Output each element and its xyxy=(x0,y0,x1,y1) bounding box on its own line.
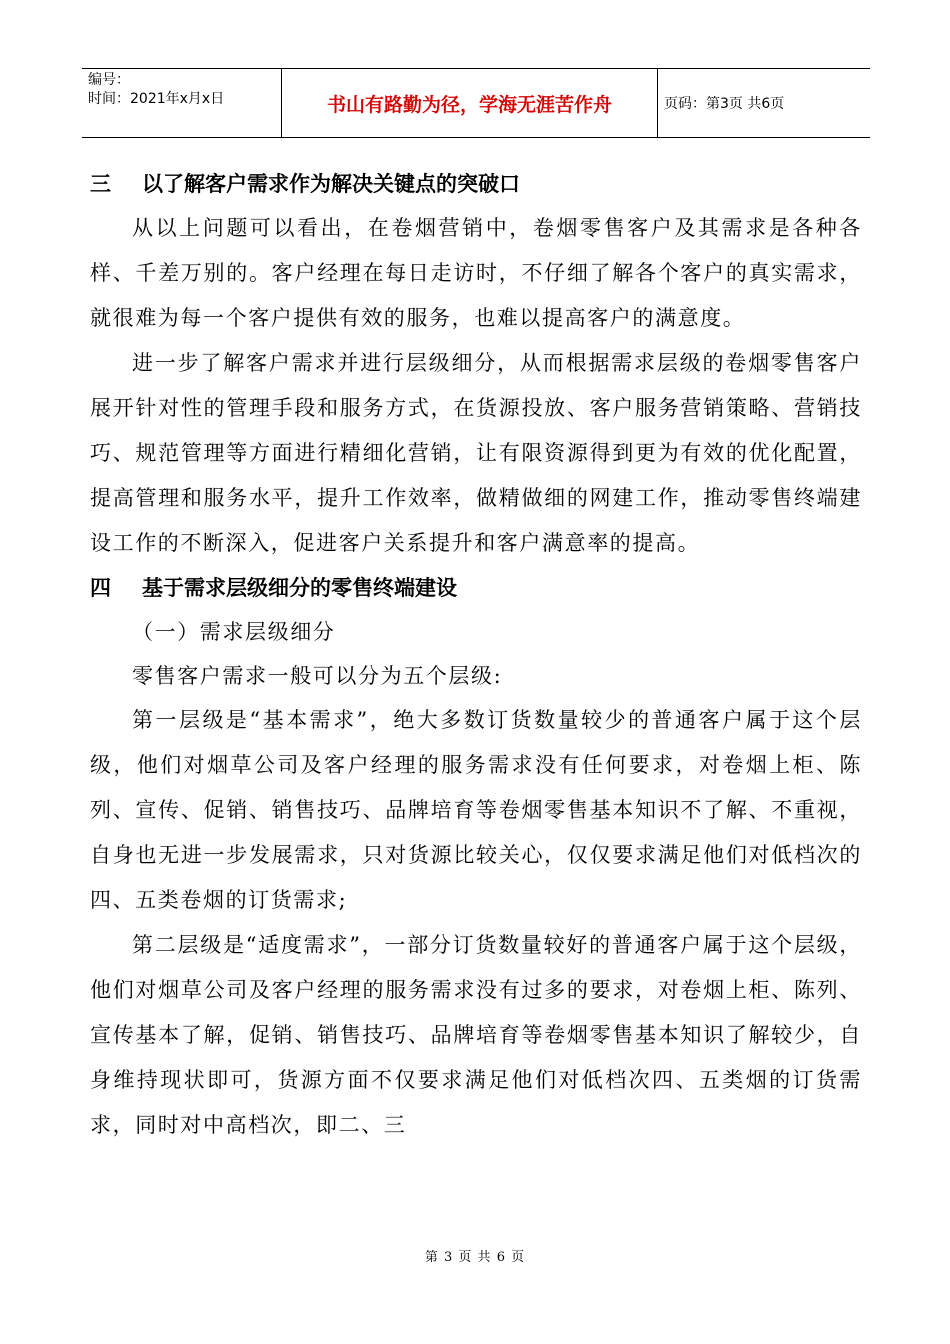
section-number: 四 xyxy=(90,576,111,600)
section-number: 三 xyxy=(90,172,111,196)
header-page-label: 页码：第3页 共6页 xyxy=(664,96,785,112)
header-meta-cell xyxy=(82,69,282,137)
page-header xyxy=(82,68,870,138)
paragraph: 第二层级是“适度需求”，一部分订货数量较好的普通客户属于这个层级，他们对烟草公司及客户经理的服务需求没有过多的要求，对卷烟上柜、陈列、宣传基本了解，促销、销售技巧、品牌培育等卷烟零售基本知识了解较少，自身维持现状即可，货源方面不仅要求满足他们对低档次四、五类烟的订货需求，同时对中高档次，即二、三 xyxy=(90,933,862,1137)
paragraph: 从以上问题可以看出，在卷烟营销中，卷烟零售客户及其需求是各种各样、千差万别的。客户经理在每日走访时，不仔细了解各个客户的真实需求，就很难为每一个客户提供有效的服务，也难以提高客户的满意度。 xyxy=(90,216,862,330)
section-heading-4 xyxy=(90,566,862,610)
paragraph: 第一层级是“基本需求”，绝大多数订货数量较少的普通客户属于这个层级，他们对烟草公司及客户经理的服务需求没有任何要求，对卷烟上柜、陈列、宣传、促销、销售技巧、品牌培育等卷烟零售基本知识不了解、不重视，自身也无进一步发展需求，只对货源比较关心，仅仅要求满足他们对低档次的四、五类卷烟的订货需求; xyxy=(90,708,862,912)
paragraph: 进一步了解客户需求并进行层级细分，从而根据需求层级的卷烟零售客户展开针对性的管理手段和服务方式，在货源投放、客户服务营销策略、营销技巧、规范管理等方面进行精细化营销，让有限资源得到更为有效的优化配置，提高管理和服务水平，提升工作效率，做精做细的网建工作，推动零售终端建设工作的不断深入，促进客户关系提升和客户满意率的提高。 xyxy=(90,351,862,555)
code-label: 编号： xyxy=(88,72,130,88)
paragraph: 零售客户需求一般可以分为五个层级: xyxy=(132,664,503,688)
section-heading-3 xyxy=(90,162,862,206)
header-motto: 书山有路勤为径，学海无涯苦作舟 xyxy=(282,69,658,137)
subsection-heading: （一）需求层级细分 xyxy=(132,620,336,644)
page-footer: 第 3 页 共 6 页 xyxy=(424,1250,526,1265)
time-label: 时间：2021年x月x日 xyxy=(88,91,225,107)
section-title: 以了解客户需求作为解决关键点的突破口 xyxy=(142,172,520,196)
document-body xyxy=(90,162,862,1148)
section-title: 基于需求层级细分的零售终端建设 xyxy=(142,576,457,600)
